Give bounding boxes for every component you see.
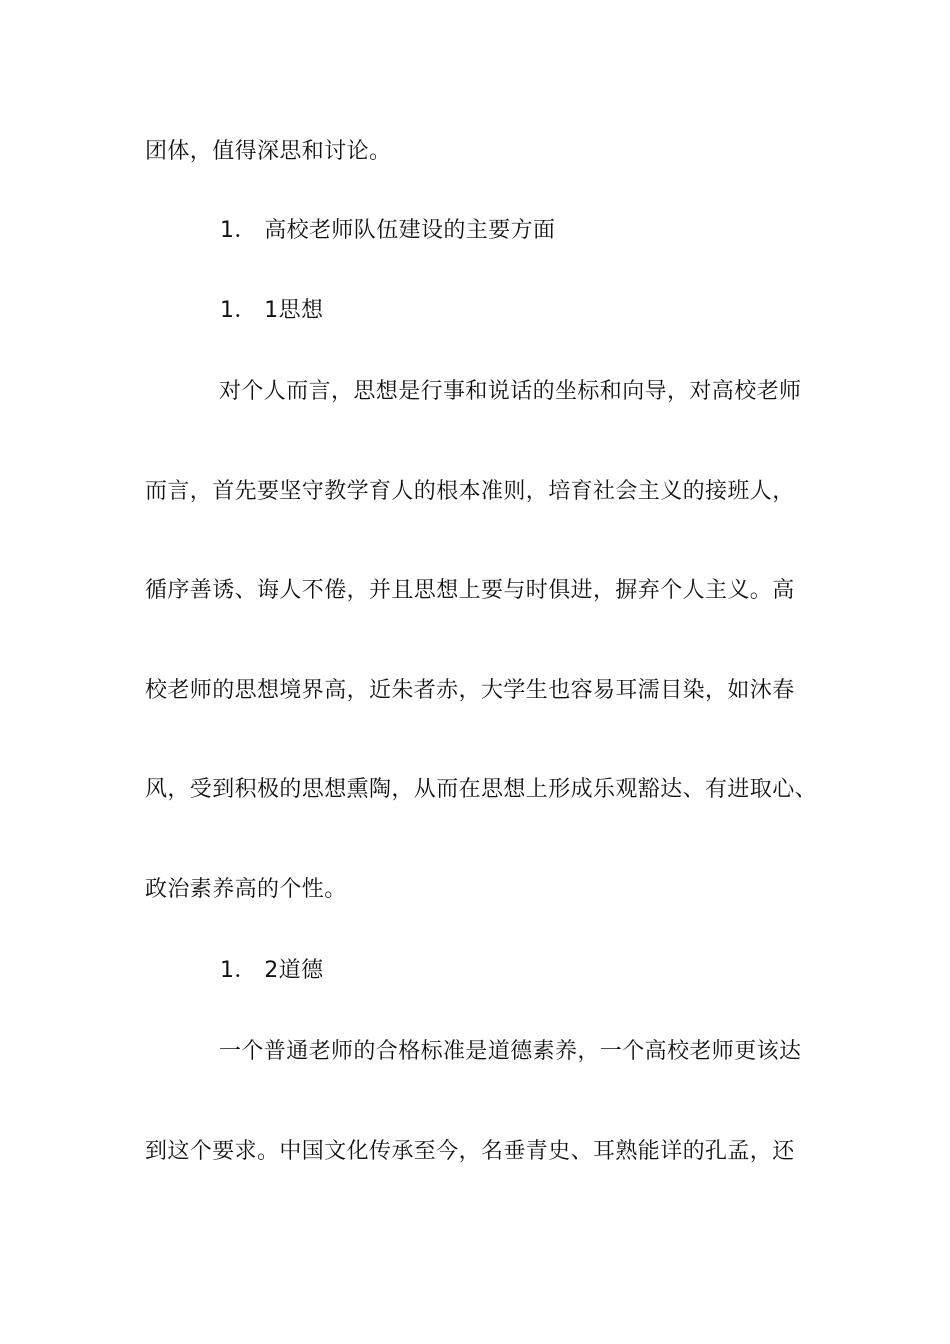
paragraph-line: 而言，首先要坚守教学育人的根本准则，培育社会主义的接班人， [145, 479, 795, 504]
subsection-heading-1-1: 1． 1思想 [220, 298, 324, 323]
text-line-continuation: 团体，值得深思和讨论。 [145, 139, 392, 164]
paragraph-line: 风，受到积极的思想熏陶，从而在思想上形成乐观豁达、有进取心、 [145, 777, 818, 802]
section-heading-1: 1． 高校老师队伍建设的主要方面 [220, 218, 556, 243]
paragraph-line: 对个人而言，思想是行事和说话的坐标和向导，对高校老师 [219, 379, 802, 404]
subsection-heading-1-2: 1． 2道德 [220, 958, 324, 983]
paragraph-line: 循序善诱、诲人不倦，并且思想上要与时俱进，摒弃个人主义。高 [145, 578, 795, 603]
paragraph-line: 校老师的思想境界高，近朱者赤，大学生也容易耳濡目染，如沐春 [145, 678, 795, 703]
paragraph-line: 政治素养高的个性。 [145, 877, 347, 902]
paragraph-line: 到这个要求。中国文化传承至今，名垂青史、耳熟能详的孔孟，还 [145, 1139, 795, 1164]
paragraph-line: 一个普通老师的合格标准是道德素养，一个高校老师更该达 [219, 1039, 802, 1064]
